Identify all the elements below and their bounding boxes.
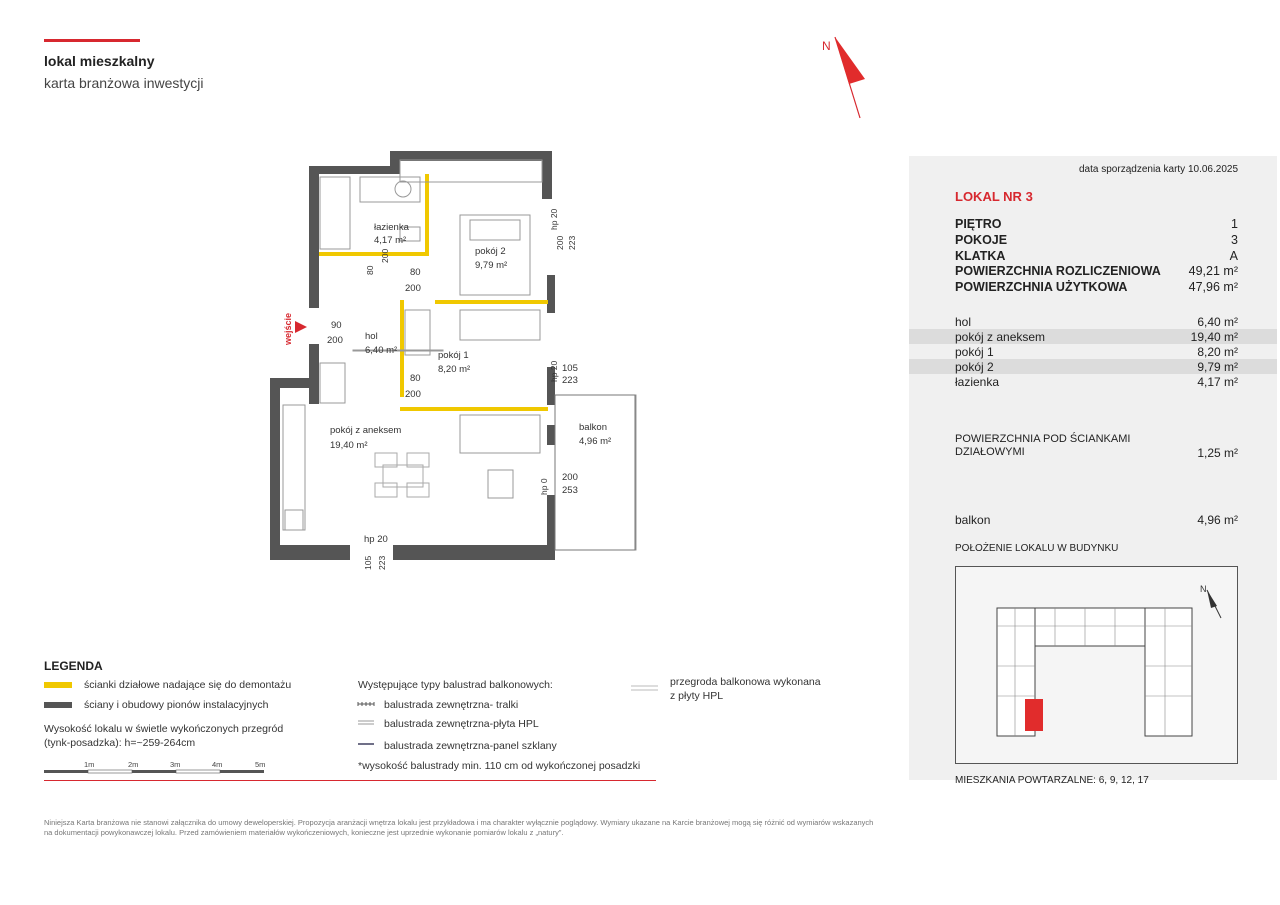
- apartment-highlight: [1025, 699, 1043, 731]
- room-row-lazienka: łazienka 4,17 m²: [955, 375, 1238, 389]
- room-label-balkon: balkon: [579, 422, 607, 433]
- repeated-apartments-note: MIESZKANIA POWTARZALNE: 6, 9, 12, 17: [955, 775, 1149, 786]
- room-area-pokoj-2: 9,79 m²: [475, 260, 508, 271]
- entrance-label: wejście: [283, 312, 293, 345]
- dim-105-bottom: 105: [363, 555, 373, 570]
- room-label-pokoj-z-aneksem: pokój z aneksem: [330, 425, 402, 436]
- balustrade-tralki-icon: [358, 702, 374, 706]
- scale-3m: 3m: [170, 760, 181, 769]
- dim-200-upper: 200: [405, 283, 421, 294]
- balustrade-note: *wysokość balustrady min. 110 cm od wykończonej posadzki: [358, 760, 641, 772]
- room-area-hol: 6,40 m²: [365, 345, 398, 356]
- dim-223-bottom: 223: [377, 555, 387, 570]
- room-label-lazienka: łazienka: [374, 222, 409, 233]
- dim-200-lower: 200: [405, 389, 421, 400]
- legend-item-wall: ściany i obudowy pionów instalacyjnych: [84, 699, 269, 711]
- card-date: data sporządzenia karty 10.06.2025: [1079, 164, 1238, 175]
- north-compass-icon: [815, 32, 875, 124]
- dim-223-window: 223: [562, 375, 578, 386]
- floor-plan: [265, 145, 645, 575]
- dim-253-balcony: 253: [562, 485, 578, 496]
- partition-label-1: POWIERZCHNIA POD ŚCIANKAMI: [955, 433, 1131, 445]
- header-accent-bar: [44, 39, 140, 42]
- dim-200-bathroom: 200: [380, 248, 390, 263]
- dim-200-top: 200: [555, 235, 565, 250]
- scale-2m: 2m: [128, 760, 139, 769]
- legend-height-1: Wysokość lokalu w świetle wykończonych przegród: [44, 723, 284, 735]
- room-row-pokoj-z-aneksem: pokój z aneksem 19,40 m²: [955, 330, 1238, 344]
- dim-200-entrance: 200: [327, 335, 343, 346]
- dim-80-lower: 80: [410, 373, 421, 384]
- room-area-lazienka: 4,17 m²: [374, 235, 407, 246]
- dim-hp20-top: hp 20: [549, 208, 559, 230]
- room-area-pokoj-z-aneksem: 19,40 m²: [330, 440, 368, 451]
- room-area-pokoj-1: 8,20 m²: [438, 364, 471, 375]
- partition-hpl-icon: [630, 684, 660, 694]
- scale-1m: 1m: [84, 760, 95, 769]
- dim-80-upper: 80: [410, 267, 421, 278]
- dim-hp0: hp 0: [539, 478, 549, 495]
- room-label-pokoj-2: pokój 2: [475, 246, 506, 257]
- legend-height-2: (tynk-posadzka): h=~259-264cm: [44, 737, 196, 749]
- room-area-balkon: 4,96 m²: [579, 436, 612, 447]
- legend-swatch-partition: [44, 682, 72, 688]
- partition-hpl-2: z płyty HPL: [670, 690, 724, 702]
- info-row-pow-uzytkowa: POWIERZCHNIA UŻYTKOWA 47,96 m²: [955, 280, 1238, 294]
- legend-divider: [44, 780, 656, 781]
- dim-hp20-mid: hp 20: [549, 360, 559, 382]
- info-row-pietro: PIĘTRO 1: [955, 217, 1238, 231]
- dim-80-bathroom: 80: [365, 265, 375, 275]
- balustrade-tralki: balustrada zewnętrzna- tralki: [384, 699, 519, 711]
- scale-4m: 4m: [212, 760, 223, 769]
- compass-n-label: N: [822, 39, 831, 53]
- dim-105-window: 105: [562, 363, 578, 374]
- dim-hp20-bottom: hp 20: [364, 534, 388, 545]
- balustrade-icons: [356, 699, 378, 751]
- page-title: lokal mieszkalny: [44, 53, 155, 69]
- dim-223-top: 223: [567, 235, 577, 250]
- entrance-arrow-icon: [295, 321, 307, 333]
- legend-item-partition: ścianki działowe nadające się do demontażu: [84, 679, 292, 691]
- balustrade-glass: balustrada zewnętrzna-panel szklany: [384, 740, 557, 752]
- room-row-hol: hol 6,40 m²: [955, 315, 1238, 329]
- dim-90: 90: [331, 320, 342, 331]
- room-row-pokoj-1: pokój 1 8,20 m²: [955, 345, 1238, 359]
- partition-hpl-1: przegroda balkonowa wykonana: [670, 676, 821, 688]
- legend-swatch-wall: [44, 702, 72, 708]
- balustrade-title: Występujące typy balustrad balkonowych:: [358, 679, 553, 691]
- info-row-pow-rozliczeniowa: POWIERZCHNIA ROZLICZENIOWA 49,21 m²: [955, 264, 1238, 278]
- balcony-row: balkon 4,96 m²: [955, 513, 1238, 527]
- partition-row: DZIAŁOWYMI 1,25 m²: [955, 446, 1238, 460]
- lokal-number: LOKAL NR 3: [955, 189, 1033, 204]
- svg-text:N: N: [1200, 584, 1207, 594]
- balustrade-hpl: balustrada zewnętrzna-płyta HPL: [384, 718, 539, 730]
- disclaimer-text: Niniejsza Karta branżowa nie stanowi załącznika do umowy deweloperskiej. Propozycja aranżacji wnętrza lokalu jest przykładowa i ma charakter wyłącznie poglądowy. Wymiary ukazane na Karcie branżowej mogą się różnić od wymiarów wskazanych na dokumentacji powykonawczej lokalu. Przed zamówieniem materiałów wykończeniowych, konieczne jest uprzednie wykonanie pomiarów lokalu z „natury”.: [44, 818, 874, 837]
- dim-200-balcony: 200: [562, 472, 578, 483]
- page-subtitle: karta branżowa inwestycji: [44, 75, 204, 91]
- info-panel: [909, 156, 1277, 786]
- balustrade-hpl-icon: [358, 721, 374, 724]
- info-row-pokoje: POKOJE 3: [955, 233, 1238, 247]
- room-row-pokoj-2: pokój 2 9,79 m²: [955, 360, 1238, 374]
- demountable-partitions: [319, 174, 548, 411]
- room-label-hol: hol: [365, 331, 378, 342]
- legend-title: LEGENDA: [44, 659, 103, 673]
- room-label-pokoj-1: pokój 1: [438, 350, 469, 361]
- building-location-map: [955, 566, 1238, 764]
- scale-5m: 5m: [255, 760, 266, 769]
- scale-bar: [44, 758, 274, 778]
- info-row-klatka: KLATKA A: [955, 249, 1238, 263]
- location-title: POŁOŻENIE LOKALU W BUDYNKU: [955, 543, 1119, 554]
